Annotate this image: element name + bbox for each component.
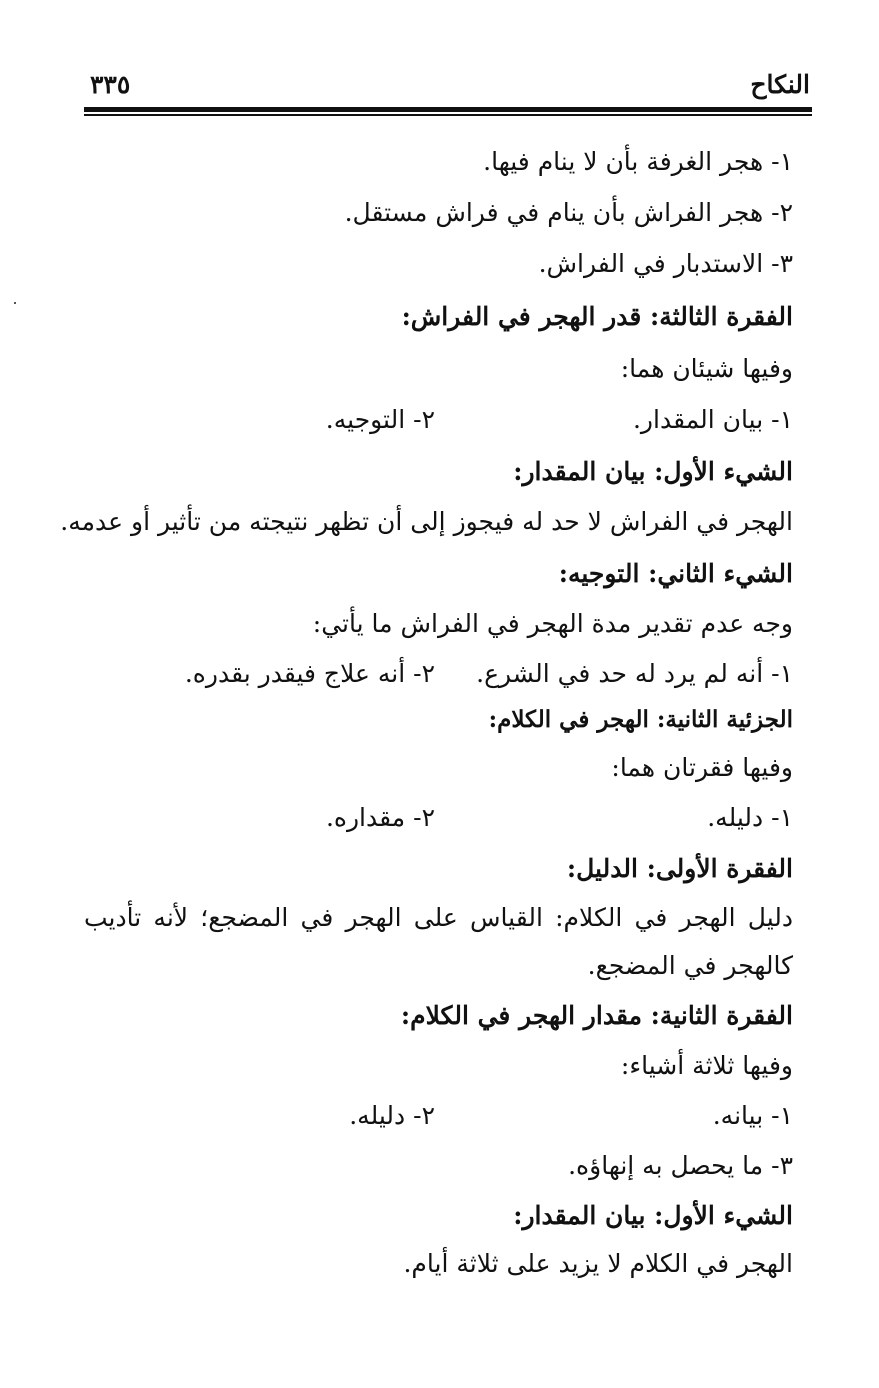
- list-item-room-avoidance: ١- هجر الغرفة بأن لا ينام فيها.: [483, 147, 793, 176]
- paragraph: الهجر في الفراش لا حد له فيجوز إلى أن تظهر نتيجته من تأثير أو عدمه.: [60, 507, 793, 536]
- section-heading: الفقرة الأولى: الدليل:: [566, 854, 793, 883]
- two-column-list: [84, 798, 793, 838]
- running-header: [84, 68, 812, 108]
- list-item: ١- بيانه.: [712, 1101, 793, 1130]
- margin-mark: [14, 302, 16, 304]
- list-item: ٢- التوجيه.: [325, 405, 435, 434]
- section-heading: الشيء الأول: بيان المقدار:: [513, 457, 793, 486]
- paragraph: وجه عدم تقدير مدة الهجر في الفراش ما يأتي:: [312, 609, 793, 638]
- page-number: ٣٣٥: [90, 70, 131, 99]
- paragraph: وفيها ثلاثة أشياء:: [620, 1051, 793, 1080]
- list-item: ١- بيان المقدار.: [632, 405, 793, 434]
- section-heading: الشيء الأول: بيان المقدار:: [513, 1201, 793, 1230]
- list-item: ٢- مقداره.: [325, 803, 435, 832]
- header-rule-thick: [84, 107, 812, 112]
- list-item: ١- أنه لم يرد له حد في الشرع.: [476, 659, 793, 688]
- list-item: ٢- دليله.: [349, 1101, 435, 1130]
- paragraph: وفيها شيئان هما:: [620, 354, 793, 383]
- section-heading: الجزئية الثانية: الهجر في الكلام:: [488, 706, 793, 733]
- paragraph: دليل الهجر في الكلام: القياس على الهجر في المضجع؛ لأنه تأديب: [84, 903, 793, 932]
- list-item: ٣- ما يحصل به إنهاؤه.: [568, 1151, 793, 1180]
- paragraph-continuation: كالهجر في المضجع.: [587, 951, 793, 980]
- header-rule-thin: [84, 114, 812, 116]
- list-item-turning-back: ٣- الاستدبار في الفراش.: [538, 249, 793, 278]
- section-heading: الفقرة الثالثة: قدر الهجر في الفراش:: [401, 302, 793, 331]
- two-column-list: [84, 654, 793, 694]
- section-heading: الشيء الثاني: التوجيه:: [558, 559, 793, 588]
- paragraph: الهجر في الكلام لا يزيد على ثلاثة أيام.: [403, 1249, 793, 1278]
- list-item: ١- دليله.: [707, 803, 793, 832]
- two-column-list: [84, 400, 793, 440]
- paragraph: وفيها فقرتان هما:: [611, 753, 793, 782]
- section-heading: الفقرة الثانية: مقدار الهجر في الكلام:: [400, 1001, 793, 1030]
- two-column-list: [84, 1096, 793, 1136]
- chapter-title: النكاح: [750, 70, 810, 99]
- list-item: ٢- أنه علاج فيقدر بقدره.: [184, 659, 435, 688]
- list-item-bed-avoidance: ٢- هجر الفراش بأن ينام في فراش مستقل.: [344, 198, 793, 227]
